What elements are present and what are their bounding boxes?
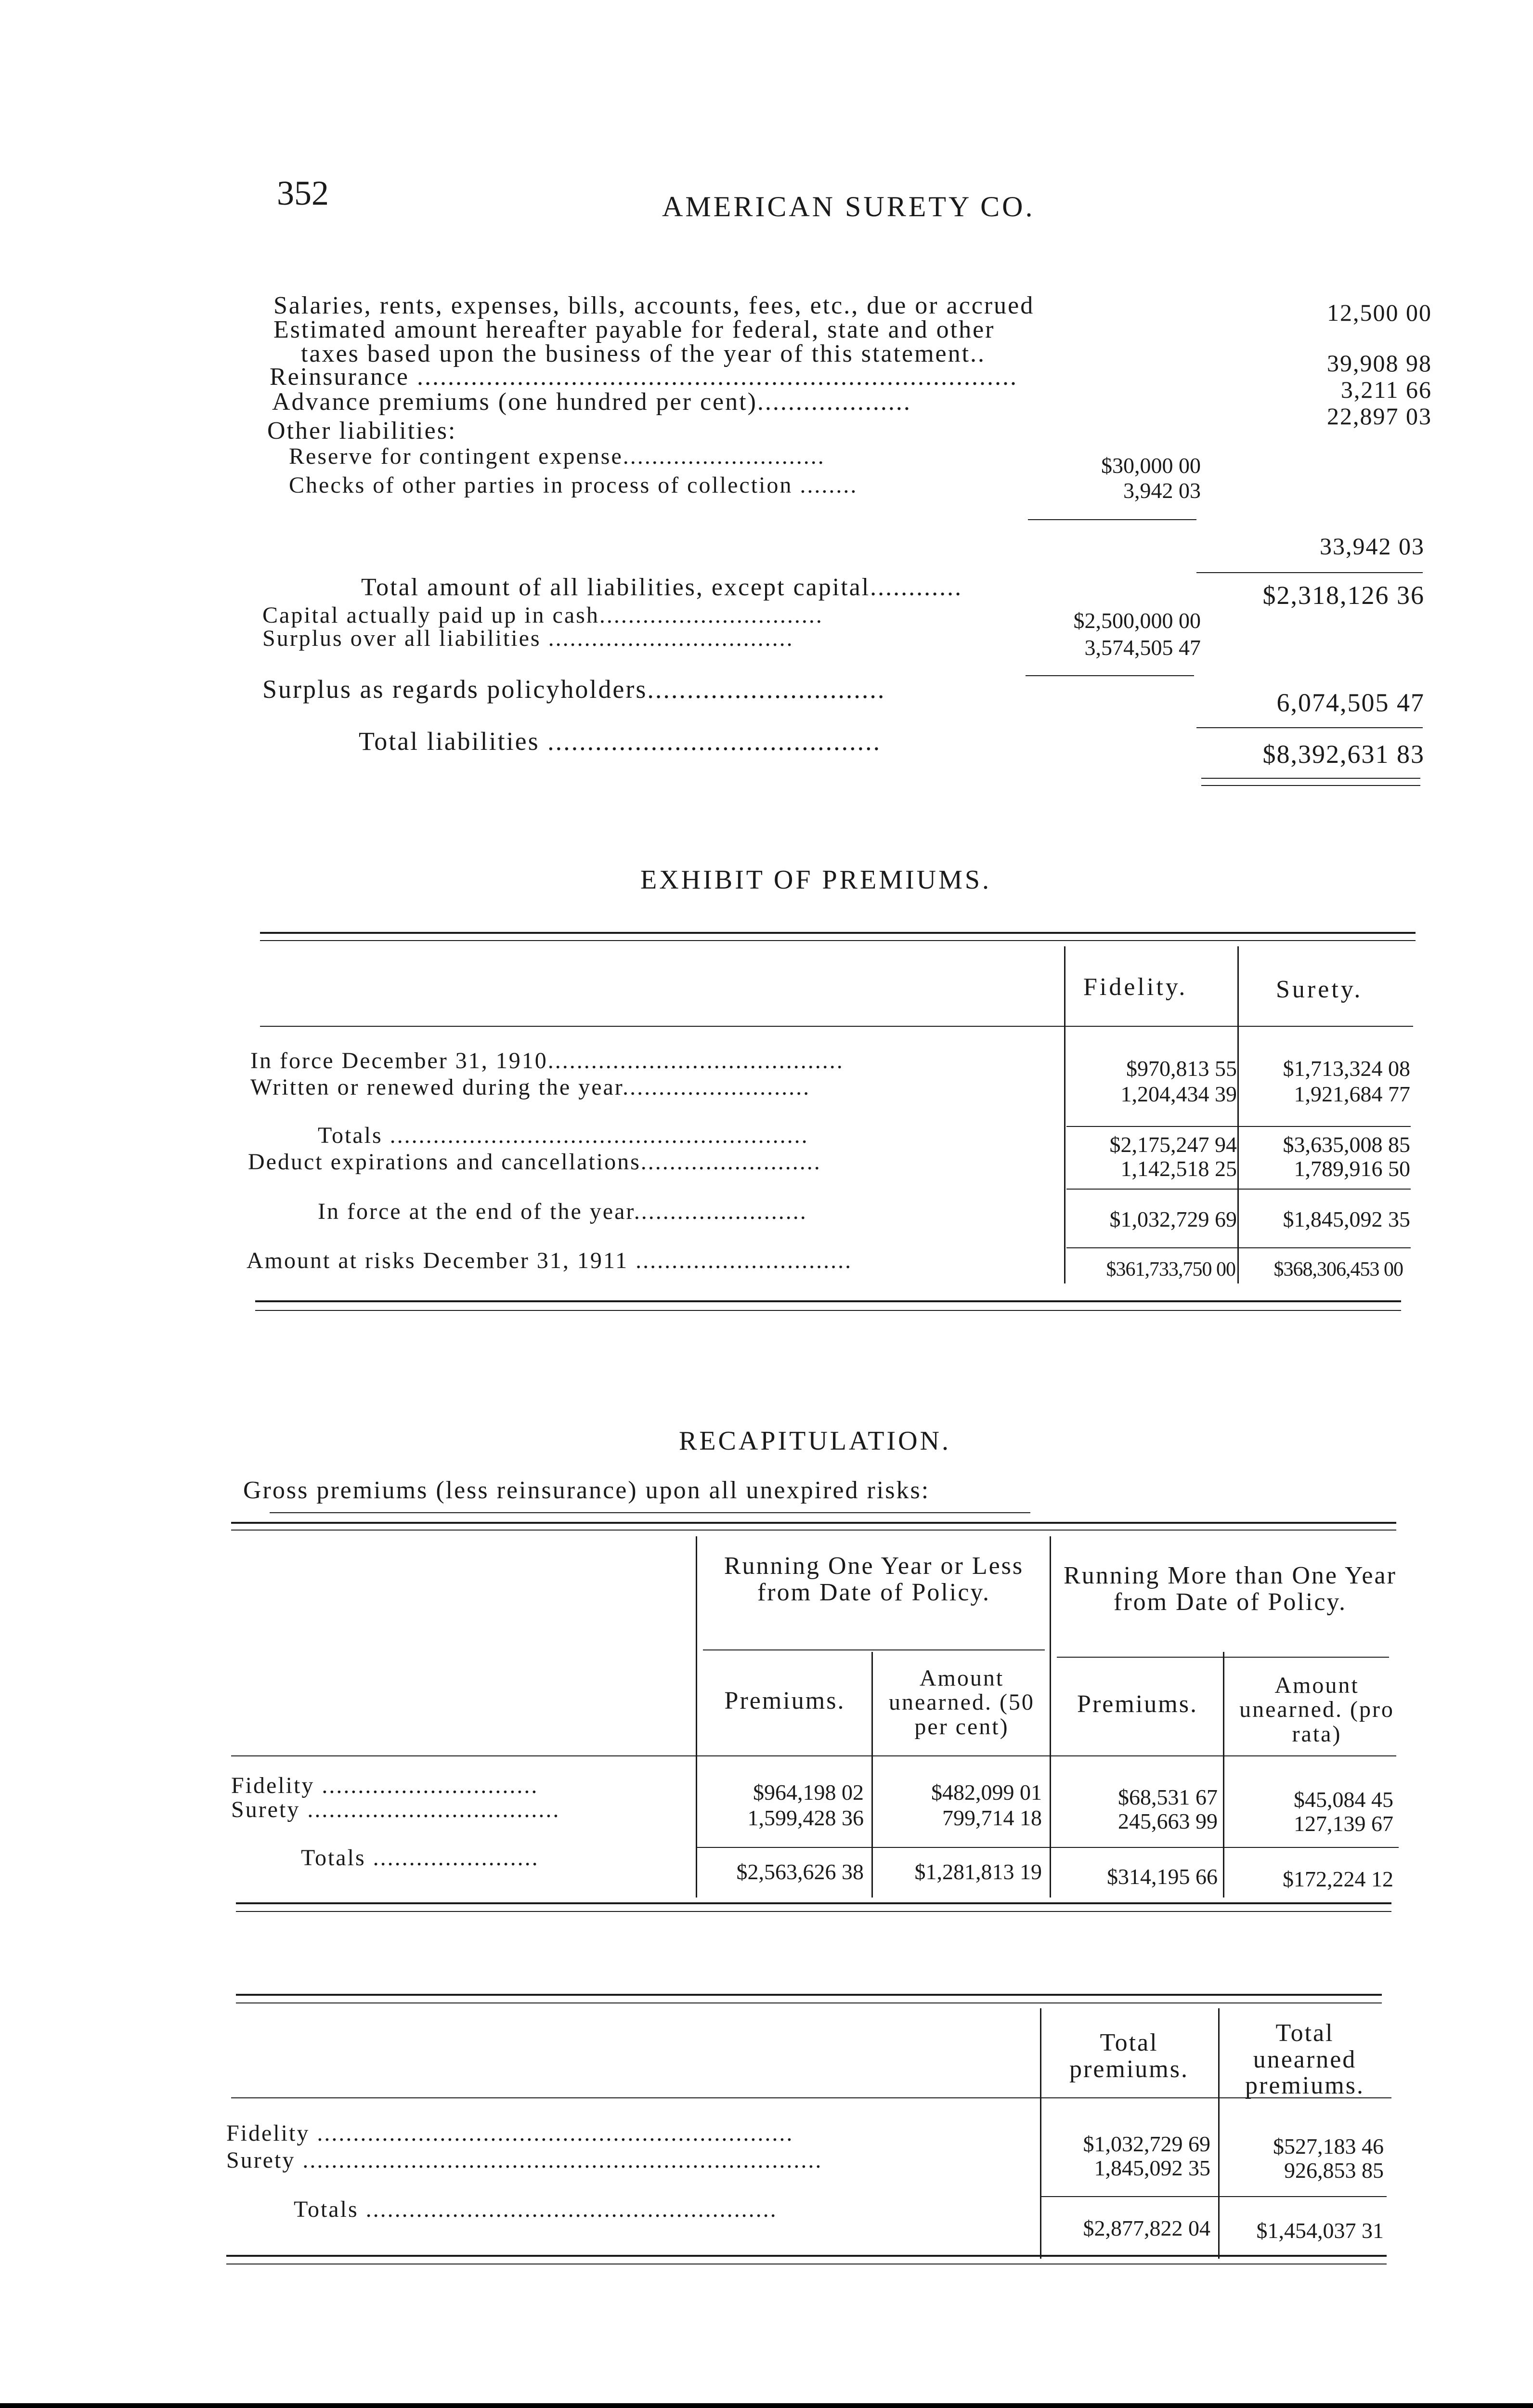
- recap-row-u2: $172,224 12: [1283, 1867, 1393, 1891]
- recap-row-u2: 127,139 67: [1294, 1811, 1393, 1836]
- totals-col-total-premiums: Total premiums.: [1069, 2029, 1189, 2083]
- recap-group-rule-1: [703, 1649, 1045, 1650]
- liab-estimated-line2: taxes based upon the business of the year of this statement..: [301, 340, 986, 367]
- rule-surplus-sub: [1026, 675, 1194, 676]
- exhibit-sub-rule-2: [1066, 1189, 1411, 1190]
- totals-row-unearned: $1,454,037 31: [1256, 2218, 1384, 2243]
- recap-col-unearned-50: Amount unearned. (50 per cent): [889, 1665, 1035, 1740]
- totals-divider-1: [1040, 2008, 1041, 2259]
- exhibit-row-label: Totals ..........................................................: [318, 1123, 809, 1148]
- liab-advance-value: 22,897 03: [1327, 403, 1432, 430]
- recap-row-p1: 1,599,428 36: [747, 1806, 864, 1830]
- page-number: 352: [277, 174, 329, 212]
- recap-divider-a: [696, 1536, 697, 1898]
- totals-bottom-rule-1: [226, 2255, 1387, 2257]
- totals-row-label: Totals .........................................................: [294, 2197, 778, 2222]
- recap-row-label: Totals .......................: [301, 1845, 539, 1871]
- liab-capital-value: $2,500,000 00: [1073, 608, 1201, 633]
- exhibit-top-rule-1: [260, 932, 1416, 934]
- recap-divider-c: [1050, 1536, 1051, 1898]
- exhibit-row-surety: $3,635,008 85: [1283, 1132, 1410, 1157]
- liab-surplus-ph-value: 6,074,505 47: [1276, 688, 1425, 717]
- recap-subtitle: Gross premiums (less reinsurance) upon all unexpired risks:: [243, 1477, 930, 1504]
- liab-salaries-label: Salaries, rents, expenses, bills, accounts, fees, etc., due or accrued: [273, 292, 1035, 319]
- rule-before-total: [1196, 572, 1423, 573]
- liab-total-except-value: $2,318,126 36: [1262, 581, 1425, 610]
- liab-reinsurance-label: Reinsurance ..............................................................................: [270, 363, 1018, 391]
- exhibit-sub-rule-3: [1066, 1247, 1411, 1248]
- recap-divider-b: [871, 1652, 873, 1898]
- scan-bottom-border: [0, 2403, 1533, 2408]
- recap-group-one-year: Running One Year or Less from Date of Policy.: [724, 1552, 1024, 1606]
- recap-row-p2: $68,531 67: [1118, 1785, 1218, 1809]
- totals-top-rule-2: [236, 2002, 1382, 2003]
- recap-row-u1: $482,099 01: [931, 1780, 1042, 1805]
- recap-row-p1: $2,563,626 38: [736, 1859, 864, 1884]
- totals-row-unearned: $527,183 46: [1273, 2134, 1384, 2159]
- rule-total-liab: [1196, 727, 1423, 728]
- totals-col-total-unearned: Total unearned premiums.: [1245, 2019, 1364, 2100]
- recap-row-u2: $45,084 45: [1294, 1787, 1393, 1812]
- totals-sub-rule: [1040, 2196, 1387, 2197]
- exhibit-title: EXHIBIT OF PREMIUMS.: [640, 865, 992, 895]
- recap-row-p2: $314,195 66: [1107, 1864, 1218, 1889]
- exhibit-col-fidelity: Fidelity.: [1083, 973, 1188, 1001]
- liab-other-label: Other liabilities:: [267, 417, 457, 445]
- recap-divider-d: [1223, 1652, 1224, 1898]
- exhibit-row-surety: $1,845,092 35: [1283, 1207, 1410, 1231]
- recap-row-p2: 245,663 99: [1118, 1809, 1218, 1833]
- exhibit-row-fidelity: 1,142,518 25: [1120, 1156, 1237, 1181]
- liab-total-except-label: Total amount of all liabilities, except capital............: [361, 574, 963, 601]
- liab-checks-value: 3,942 03: [1123, 478, 1201, 503]
- exhibit-row-fidelity: $361,733,750 00: [1106, 1258, 1235, 1281]
- rule-other-sub: [1028, 519, 1196, 520]
- recap-col-premiums-1: Premiums.: [724, 1687, 845, 1714]
- liab-surplus-value: 3,574,505 47: [1084, 635, 1201, 660]
- recap-group-more-than-one-year: Running More than One Year from Date of Policy.: [1064, 1562, 1397, 1616]
- exhibit-col-surety: Surety.: [1276, 976, 1363, 1003]
- recap-subtitle-underline: [270, 1512, 1030, 1513]
- liab-advance-label: Advance premiums (one hundred per cent)....................: [272, 388, 911, 416]
- liab-estimated-line1: Estimated amount hereafter payable for federal, state and other: [273, 316, 995, 343]
- recap-row-p1: $964,198 02: [753, 1780, 864, 1805]
- liab-capital-label: Capital actually paid up in cash...............................: [262, 602, 823, 628]
- exhibit-top-rule-2: [260, 940, 1416, 941]
- liab-other-total: 33,942 03: [1320, 533, 1425, 560]
- exhibit-row-surety: 1,789,916 50: [1294, 1156, 1410, 1181]
- totals-row-premiums: $2,877,822 04: [1083, 2216, 1210, 2240]
- exhibit-row-fidelity: $970,813 55: [1126, 1056, 1237, 1081]
- recap-col-unearned-pro-rata: Amount unearned. (pro rata): [1239, 1673, 1394, 1747]
- liab-surplus-ph-label: Surplus as regards policyholders..............................: [262, 675, 886, 704]
- exhibit-row-fidelity: $1,032,729 69: [1109, 1207, 1237, 1231]
- recap-group-rule-2: [1057, 1657, 1389, 1658]
- recap-top-rule-1: [231, 1522, 1396, 1524]
- exhibit-row-surety: $1,713,324 08: [1283, 1056, 1410, 1081]
- liab-total-label: Total liabilities ..........................................: [359, 727, 882, 756]
- recap-top-rule-2: [231, 1530, 1396, 1531]
- recap-row-label: Fidelity ..............................: [231, 1773, 539, 1798]
- exhibit-row-label: Deduct expirations and cancellations.........................: [248, 1149, 821, 1175]
- totals-divider-2: [1218, 2008, 1220, 2259]
- recap-totals-rule: [696, 1847, 1399, 1848]
- totals-row-premiums: 1,845,092 35: [1094, 2156, 1210, 2180]
- exhibit-col-divider-1: [1064, 946, 1065, 1283]
- exhibit-bottom-rule-2: [255, 1310, 1401, 1311]
- liab-salaries-value: 12,500 00: [1327, 299, 1432, 326]
- exhibit-row-surety: $368,306,453 00: [1273, 1258, 1403, 1281]
- liab-total-value: $8,392,631 83: [1262, 740, 1425, 769]
- recap-row-u1: $1,281,813 19: [914, 1859, 1042, 1884]
- liab-estimated-value: 39,908 98: [1327, 350, 1432, 377]
- totals-header-rule: [231, 2097, 1391, 2098]
- totals-row-unearned: 926,853 85: [1284, 2158, 1384, 2183]
- exhibit-row-label: In force December 31, 1910.........................................: [250, 1048, 844, 1073]
- exhibit-row-label: In force at the end of the year........................: [318, 1199, 807, 1224]
- exhibit-col-divider-2: [1237, 946, 1239, 1283]
- totals-row-label: Fidelity ..................................................................: [226, 2120, 794, 2146]
- recap-title: RECAPITULATION.: [679, 1426, 951, 1456]
- rule-total-double-2: [1201, 785, 1420, 786]
- exhibit-header-rule: [260, 1026, 1413, 1027]
- recap-row-label: Surety ...................................: [231, 1797, 560, 1822]
- exhibit-row-label: Written or renewed during the year..........................: [250, 1074, 811, 1100]
- totals-row-premiums: $1,032,729 69: [1083, 2132, 1210, 2156]
- recap-header-rule: [231, 1755, 1396, 1756]
- liab-reserve-label: Reserve for contingent expense............................: [289, 444, 825, 469]
- rule-total-double-1: [1201, 778, 1420, 779]
- exhibit-sub-rule-1: [1066, 1126, 1411, 1127]
- totals-top-rule-1: [236, 1994, 1382, 1996]
- liab-reserve-value: $30,000 00: [1101, 453, 1201, 478]
- recap-col-premiums-2: Premiums.: [1077, 1690, 1198, 1718]
- exhibit-row-label: Amount at risks December 31, 1911 ..............................: [247, 1248, 853, 1273]
- exhibit-row-fidelity: $2,175,247 94: [1109, 1132, 1237, 1157]
- liab-checks-label: Checks of other parties in process of collection ........: [289, 472, 858, 498]
- totals-row-label: Surety ........................................................................: [226, 2147, 823, 2173]
- exhibit-row-fidelity: 1,204,434 39: [1120, 1082, 1237, 1106]
- exhibit-bottom-rule-1: [255, 1300, 1401, 1302]
- exhibit-row-surety: 1,921,684 77: [1294, 1082, 1410, 1106]
- recap-bottom-rule-1: [236, 1902, 1391, 1904]
- liab-reinsurance-value: 3,211 66: [1340, 376, 1432, 403]
- recap-row-u1: 799,714 18: [942, 1806, 1042, 1830]
- running-head: AMERICAN SURETY CO.: [662, 191, 1035, 222]
- recap-bottom-rule-2: [236, 1911, 1391, 1912]
- liab-surplus-label: Surplus over all liabilities ..................................: [262, 626, 794, 651]
